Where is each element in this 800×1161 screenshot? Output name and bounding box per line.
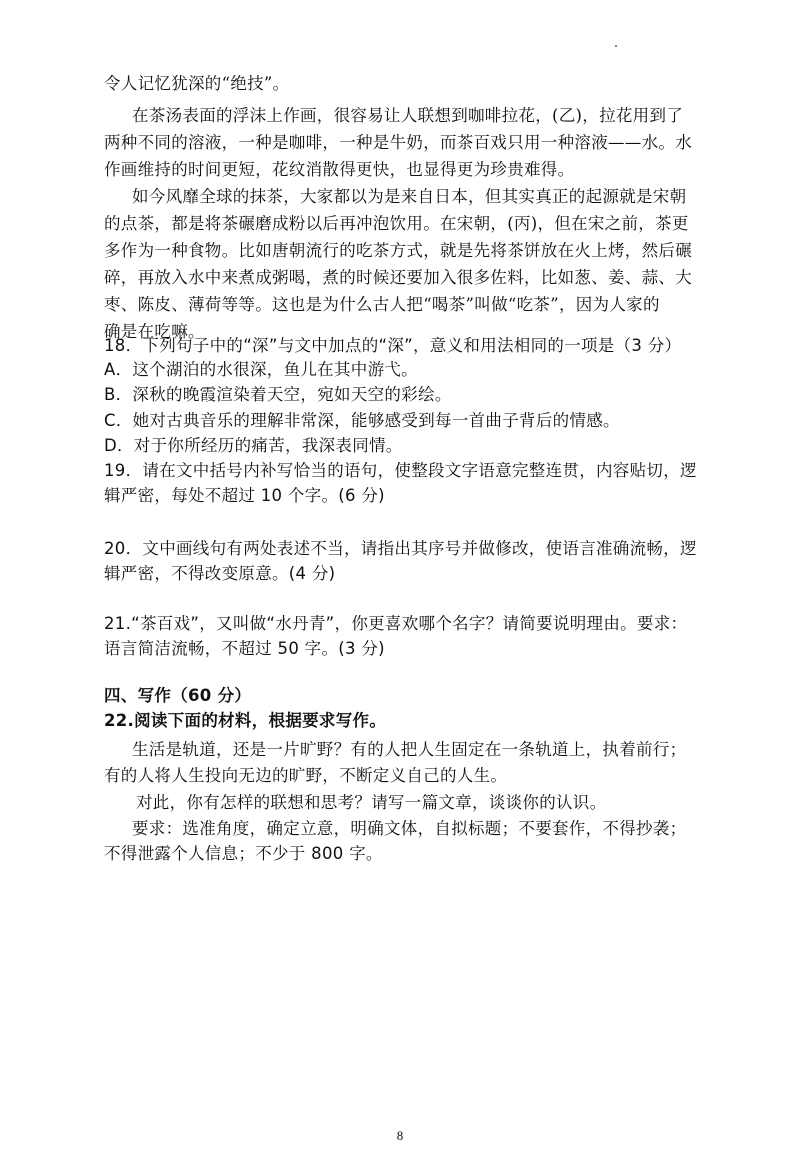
page-number: 8 (396, 1128, 404, 1143)
requirement-line: 要求：选准角度，确定立意，明确文体，自拟标题；不要套作，不得抄袭； (132, 819, 687, 838)
passage-line: 枣、陈皮、薄荷等等。这也是为什么古人把“喝茶”叫做“吃茶”，因为人家的 (104, 295, 660, 314)
passage-line: 两种不同的溶液，一种是咖啡，一种是牛奶，而茶百戏只用一种溶液——水。水 (104, 133, 692, 152)
question-18: 18．下列句子中的“深”与文中加点的“深”，意义和用法相同的一项是（3 分） (104, 336, 682, 355)
passage-line: 确是在吃嘛。 (104, 322, 205, 341)
option-a: A．这个湖泊的水很深，鱼儿在其中游弋。 (104, 360, 418, 379)
passage-line: 碎，再放入水中来煮成粥喝，煮的时候还要加入很多佐料，比如葱、姜、蒜、大 (104, 268, 692, 287)
question-22-title: 22.阅读下面的材料，根据要求写作。 (104, 711, 387, 730)
question-20-cont: 辑严密，不得改变原意。(4 分) (104, 564, 336, 583)
question-21-cont: 语言简洁流畅，不超过 50 字。(3 分) (104, 639, 385, 658)
material-line: 生活是轨道，还是一片旷野？有的人把人生固定在一条轨道上，执着前行； (132, 740, 687, 759)
option-c: C．她对古典音乐的理解非常深，能够感受到每一首曲子背后的情感。 (104, 411, 620, 430)
passage-line: 作画维持的时间更短，花纹消散得更快，也显得更为珍贵难得。 (104, 160, 575, 179)
question-21: 21.“茶百戏”，又叫做“水丹青”，你更喜欢哪个名字？请简要说明理由。要求： (104, 614, 688, 633)
option-b: B．深秋的晚霞渲染着天空，宛如天空的彩绘。 (104, 385, 452, 404)
question-19: 19．请在文中括号内补写恰当的语句，使整段文字语意完整连贯，内容贴切，逻 (104, 461, 697, 480)
passage-line: 令人记忆犹深的“绝技”。 (104, 74, 290, 93)
scan-speck (615, 45, 617, 47)
requirement-line: 不得泄露个人信息；不少于 800 字。 (104, 844, 383, 863)
passage-line: 多作为一种食物。比如唐朝流行的吃茶方式，就是先将茶饼放在火上烤，然后碾 (104, 241, 692, 260)
passage-line: 如今风靡全球的抹茶，大家都以为是来自日本，但其实真正的起源就是宋朝 (132, 187, 687, 206)
section-title: 四、写作（60 分） (104, 686, 252, 705)
question-19-cont: 辑严密，每处不超过 10 个字。(6 分) (104, 486, 385, 505)
material-line: 对此，你有怎样的联想和思考？请写一篇文章，谈谈你的认识。 (136, 793, 607, 812)
option-d: D．对于你所经历的痛苦，我深表同情。 (104, 436, 403, 455)
passage-line: 在茶汤表面的浮沫上作画，很容易让人联想到咖啡拉花，(乙)，拉花用到了 (132, 106, 684, 125)
question-20: 20．文中画线句有两处表述不当，请指出其序号并做修改，使语言准确流畅，逻 (104, 539, 697, 558)
passage-line: 的点茶，都是将茶碾磨成粉以后再冲泡饮用。在宋朝，(丙)，但在宋之前，茶更 (104, 214, 689, 233)
material-line: 有的人将人生投向无边的旷野，不断定义自己的人生。 (104, 766, 508, 785)
